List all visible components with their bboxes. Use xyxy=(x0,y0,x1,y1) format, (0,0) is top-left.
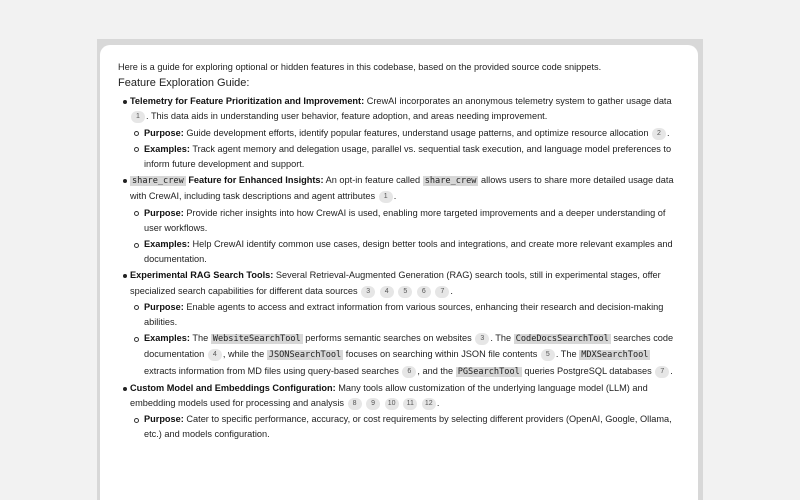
purpose-label: Purpose: xyxy=(144,414,184,425)
purpose-label: Purpose: xyxy=(144,301,184,312)
citation-badge[interactable]: 4 xyxy=(380,286,394,298)
feature-details xyxy=(130,206,679,268)
feature-desc: An opt-in feature called xyxy=(325,175,421,186)
examples-text: focuses on searching within JSON file contents xyxy=(345,349,538,360)
feature-title: Custom Model and Embeddings Configuration: xyxy=(130,382,336,393)
citation-badge[interactable]: 6 xyxy=(417,286,431,298)
feature-desc-end: . This data aids in understanding user behavior, feature adoption, and areas needing improvement. xyxy=(146,111,548,122)
feature-share-crew xyxy=(118,173,679,267)
feature-details xyxy=(130,300,679,380)
inline-code: PGSearchTool xyxy=(457,366,520,377)
inline-code: MDXSearchTool xyxy=(581,350,649,361)
citation-badge[interactable]: 3 xyxy=(361,286,375,298)
examples-text: Help CrewAI identify common use cases, design better tools and integrations, and create more relevant examples and documentation. xyxy=(144,239,673,265)
examples-text: . xyxy=(670,365,673,376)
citation-badge[interactable]: 5 xyxy=(398,286,412,298)
examples-text: , and the xyxy=(417,365,454,376)
feature-desc: Several Retrieval-Augmented Generation (RAG) search tools, still in experimental stages, offer specialized search capabilities for different data sources xyxy=(130,270,661,296)
feature-details xyxy=(130,126,679,173)
examples-label: Examples: xyxy=(144,333,190,344)
purpose-label: Purpose: xyxy=(144,207,184,218)
examples-text: extracts information from MD files using query-based searches xyxy=(144,365,399,376)
feature-title: Experimental RAG Search Tools: xyxy=(130,270,274,281)
feature-list xyxy=(118,94,679,442)
response-card xyxy=(100,45,698,500)
feature-desc-end: . xyxy=(436,398,440,409)
feature-custom-model xyxy=(118,381,679,443)
purpose-text: Cater to specific performance, accuracy, or cost requirements by selecting different providers (OpenAI, Google, Ollama, etc.) and models configuration. xyxy=(144,414,672,440)
citation-badge[interactable]: 3 xyxy=(475,333,489,345)
inline-code: share_crew xyxy=(424,176,477,187)
inline-code: CodeDocsSearchTool xyxy=(515,334,609,345)
purpose-item xyxy=(130,412,679,442)
purpose-text: Provide richer insights into how CrewAI is used, enabling more targeted improvements and a deeper understanding of user workflows. xyxy=(144,207,666,233)
purpose-item xyxy=(130,300,679,330)
purpose-label: Purpose: xyxy=(144,127,184,138)
feature-desc-end: . xyxy=(450,285,453,296)
examples-text: , while the xyxy=(222,349,265,360)
inline-code: JSONSearchTool xyxy=(268,350,342,361)
examples-text: Track agent memory and delegation usage, parallel vs. sequential task execution, and language model preferences to inform future development and support. xyxy=(144,143,672,170)
citation-badge[interactable]: 1 xyxy=(379,191,393,203)
citation-badge[interactable]: 8 xyxy=(348,398,362,410)
feature-details xyxy=(130,412,679,442)
examples-text: The xyxy=(192,333,209,344)
examples-text: performs semantic searches on websites xyxy=(305,333,472,344)
examples-label: Examples: xyxy=(144,239,190,250)
citation-badge[interactable]: 6 xyxy=(402,366,416,378)
feature-telemetry xyxy=(118,94,679,172)
citation-badge[interactable]: 7 xyxy=(435,286,449,298)
guide-heading: Feature Exploration Guide: xyxy=(118,77,250,90)
examples-item xyxy=(130,142,679,172)
citation-badge[interactable]: 9 xyxy=(366,398,380,410)
feature-title: Feature for Enhanced Insights: xyxy=(188,175,324,186)
citation-badge[interactable]: 2 xyxy=(652,128,666,140)
citation-badge[interactable]: 11 xyxy=(403,398,417,410)
purpose-text: Guide development efforts, identify popular features, understand usage patterns, and optimize resource allocation xyxy=(186,127,649,138)
feature-desc: CrewAI incorporates an anonymous telemetry system to gather usage data xyxy=(366,96,672,107)
citation-badge[interactable]: 7 xyxy=(655,366,669,378)
intro-text: Here is a guide for exploring optional or hidden features in this codebase, based on the provided source code snippets. xyxy=(118,62,602,72)
examples-text: searches code documentation xyxy=(144,333,674,360)
feature-rag-search xyxy=(118,268,679,379)
response-content xyxy=(100,45,698,443)
purpose-item xyxy=(130,206,679,236)
purpose-text: Enable agents to access and extract information from various sources, enhancing their research and decision-making abilities. xyxy=(144,301,664,328)
inline-code: WebsiteSearchTool xyxy=(212,334,301,345)
citation-badge[interactable]: 5 xyxy=(541,349,555,361)
feature-desc-cont: allows users to share more detailed usage data with CrewAI, including task descriptions and agent attributes xyxy=(130,175,674,202)
inline-code: share_crew xyxy=(132,176,184,187)
feature-desc: Many tools allow customization of the underlying language model (LLM) and embedding models used for processing and analysis xyxy=(130,382,648,409)
examples-text: queries PostgreSQL databases xyxy=(524,365,652,376)
citation-badge[interactable]: 1 xyxy=(131,111,145,123)
citation-badge[interactable]: 4 xyxy=(208,349,222,361)
citation-badge[interactable]: 12 xyxy=(422,398,436,410)
examples-text: . The xyxy=(555,349,577,360)
feature-title: Telemetry for Feature Prioritization and Improvement: xyxy=(130,96,365,107)
purpose-item xyxy=(130,126,679,141)
examples-item xyxy=(130,237,679,267)
feature-desc-end: . xyxy=(393,191,397,202)
examples-text: . The xyxy=(490,333,512,344)
examples-item xyxy=(130,331,679,380)
citation-badge[interactable]: 10 xyxy=(385,398,399,410)
purpose-end: . xyxy=(667,127,670,138)
examples-label: Examples: xyxy=(144,143,190,154)
